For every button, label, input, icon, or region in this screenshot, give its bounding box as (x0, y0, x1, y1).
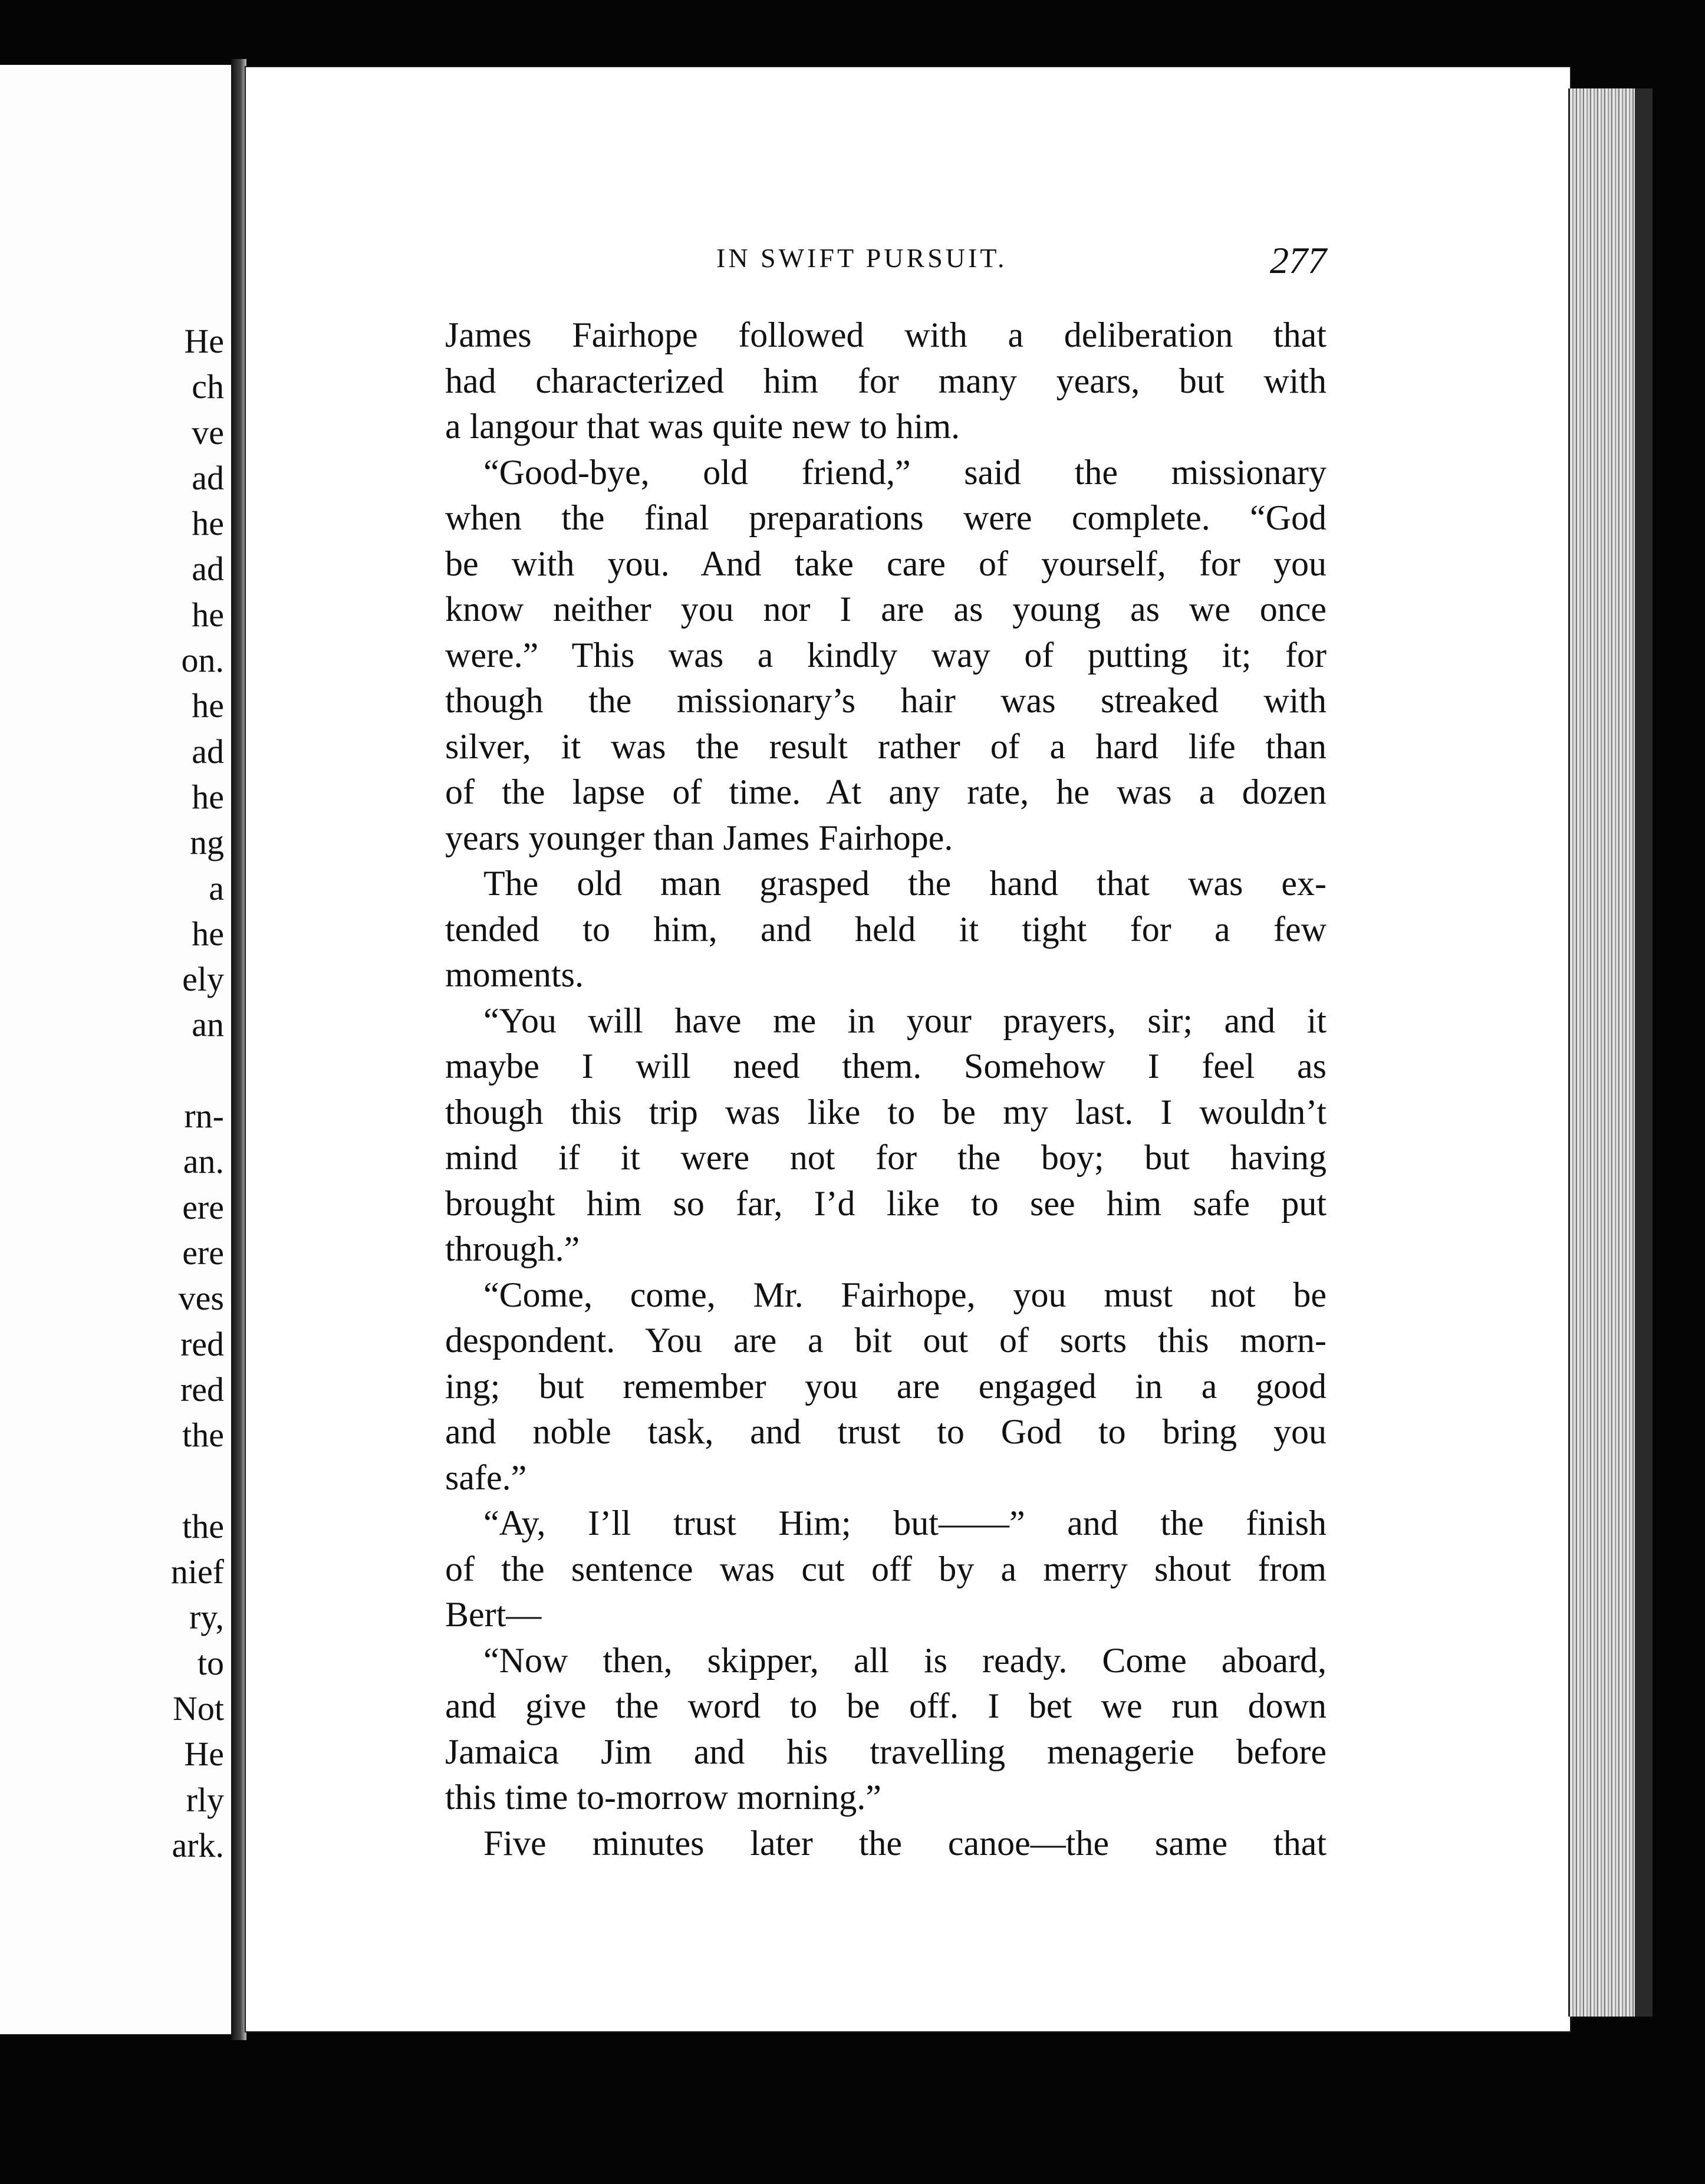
text-line: “Come, come, Mr. Fairhope, you must not be (483, 1275, 1327, 1314)
text-line: of the sentence was cut off by a merry shout from (445, 1549, 1327, 1588)
left-page-fragment: rly (186, 1780, 224, 1819)
left-page-fragment: to (197, 1643, 224, 1682)
left-page-fragment (0, 1458, 224, 1503)
running-head: IN SWIFT PURSUIT. (716, 243, 1008, 273)
text-line: James Fairhope followed with a deliberation that (445, 315, 1327, 354)
text-line: moments. (445, 955, 584, 994)
text-line: years younger than James Fairhope. (445, 818, 953, 857)
text-line: though the missionary’s hair was streaked with (445, 681, 1327, 720)
left-page-fragment: rn- (184, 1097, 224, 1136)
page-header (716, 239, 1327, 292)
left-page-fragment: ves (178, 1279, 224, 1318)
left-page-fragment: red (180, 1324, 224, 1363)
left-page-fragment: ry, (189, 1598, 224, 1637)
left-page-fragment: ad (192, 732, 224, 771)
left-page-fragment: he (192, 914, 224, 953)
text-line: were.” This was a kindly way of putting it; for (445, 635, 1327, 675)
left-page-fragment: ad (192, 550, 224, 588)
left-page-fragment: Not (173, 1689, 224, 1728)
left-page-fragment: He (184, 1735, 224, 1774)
left-page-fragment (0, 1048, 224, 1093)
text-line: through.” (445, 1229, 580, 1268)
left-page-fragment: he (192, 595, 224, 634)
text-line: “Ay, I’ll trust Him; but——” and the finish (483, 1504, 1327, 1542)
left-page-fragment: ere (182, 1188, 224, 1226)
left-page-fragment: a (209, 869, 224, 907)
left-page-fragment: he (192, 504, 224, 543)
text-line: be with you. And take care of yourself, for you (445, 544, 1327, 583)
page-number: 277 (1270, 239, 1327, 281)
text-line: Five minutes later the canoe—the same that (483, 1823, 1327, 1863)
text-line: Bert— (445, 1595, 542, 1634)
text-line: safe.” (445, 1458, 527, 1497)
text-line: of the lapse of time. At any rate, he was a dozen (445, 772, 1327, 811)
left-page-fragment: ere (182, 1233, 224, 1272)
left-page-fragment: an. (183, 1142, 224, 1181)
left-page-fragment: ve (192, 413, 224, 452)
text-line: “You will have me in your prayers, sir; and it (483, 1001, 1327, 1040)
left-page-text-fragments (0, 318, 224, 1868)
text-line: ing; but remember you are engaged in a good (445, 1366, 1327, 1406)
text-line: when the final preparations were complete. “God (445, 498, 1327, 537)
text-line: and give the word to be off. I bet we run down (445, 1686, 1327, 1725)
text-line: silver, it was the result rather of a hard life than (445, 726, 1327, 766)
body-text (445, 313, 1327, 1866)
text-line: a langour that was quite new to him. (445, 407, 960, 446)
text-line: Jamaica Jim and his travelling menagerie before (445, 1732, 1327, 1771)
text-line: and noble task, and trust to God to bring you (445, 1412, 1327, 1451)
text-line: despondent. You are a bit out of sorts this morn- (445, 1321, 1327, 1360)
text-line: “Now then, skipper, all is ready. Come aboard, (483, 1640, 1327, 1680)
text-line: this time to-morrow morning.” (445, 1778, 881, 1817)
left-page-fragment: the (182, 1507, 224, 1545)
text-line: know neither you nor I are as young as we once (445, 590, 1327, 629)
text-line: brought him so far, I’d like to see him safe put (445, 1183, 1327, 1223)
text-line: had characterized him for many years, but with (445, 361, 1327, 400)
page-edges (1568, 88, 1653, 2017)
left-page-fragment: ad (192, 458, 224, 497)
text-line: maybe I will need them. Somehow I feel as (445, 1047, 1327, 1086)
left-page-fragment: on. (181, 641, 224, 680)
left-page-fragment: ark. (172, 1826, 224, 1864)
left-page-fragment: ch (192, 367, 224, 406)
left-page-fragment: ely (182, 960, 224, 999)
left-page-fragment: the (182, 1416, 224, 1455)
left-page-fragment: He (184, 322, 224, 360)
text-line: though this trip was like to be my last. I wouldn’t (445, 1092, 1327, 1132)
left-page-fragment: red (180, 1370, 224, 1409)
left-page-fragment: he (192, 686, 224, 725)
text-line: mind if it were not for the boy; but having (445, 1138, 1327, 1177)
text-line: tended to him, and held it tight for a few (445, 909, 1327, 949)
left-page-fragment: he (192, 777, 224, 816)
text-line: “Good-bye, old friend,” said the missionary (483, 452, 1327, 492)
left-page-fragment: nief (170, 1553, 224, 1591)
left-facing-page (0, 65, 235, 2034)
left-page-fragment: an (192, 1005, 224, 1044)
text-line: The old man grasped the hand that was ex- (483, 864, 1327, 903)
left-page-fragment: ng (190, 823, 224, 862)
